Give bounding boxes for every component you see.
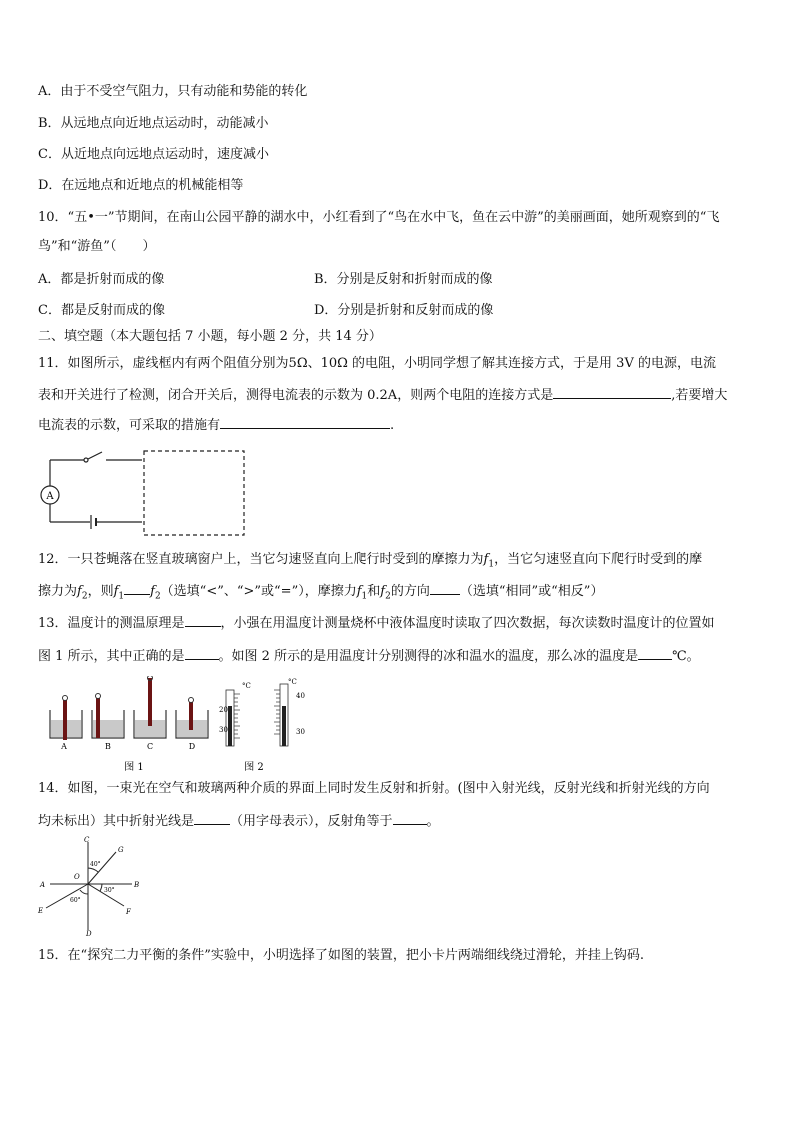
q13-text-c: 图 1 所示，其中正确的是: [38, 649, 185, 664]
label-f: F: [126, 908, 131, 916]
q11-text-d: .: [390, 418, 395, 433]
angle-label-60: 60°: [70, 897, 81, 904]
f1-subscript: 1: [361, 591, 368, 602]
f2-symbol: f: [380, 584, 386, 599]
switch-contact: [84, 458, 88, 462]
figure-2-caption: 图 2: [244, 762, 264, 773]
q12-text-a: 12．一只苍蝇落在竖直玻璃窗户上，当它匀速竖直向上爬行时受到的摩擦力为: [38, 552, 484, 567]
ray-og: [88, 852, 116, 884]
thermometer-2-tick-40: 40: [296, 692, 305, 700]
label-g: G: [118, 846, 124, 854]
f1-subscript: 1: [118, 591, 125, 602]
label-b: B: [134, 881, 140, 889]
angle-label-30: 30°: [104, 887, 115, 894]
q9-option-a: A．由于不受空气阻力，只有动能和势能的转化: [38, 84, 308, 99]
f2-symbol: f: [150, 584, 155, 599]
beaker-b: [92, 694, 124, 739]
f1-symbol: f: [483, 552, 489, 567]
q14-answer-blank-1[interactable]: [194, 812, 230, 825]
q11-stem-line3: [38, 416, 394, 434]
thermometer-1-tick-20: 20: [219, 706, 228, 714]
label-o: O: [74, 873, 80, 881]
q10-option-a: A．都是折射而成的像: [38, 272, 165, 287]
section-heading: 二、填空题（本大题包括 7 小题，每小题 2 分，共 14 分）: [38, 329, 382, 344]
q12-answer-blank-1[interactable]: [124, 582, 150, 595]
q12-text-e: （选填“<”、“>”或“=”），摩擦力: [160, 584, 357, 599]
q11-stem-line2: [38, 386, 727, 404]
q10-option-c: C．都是反射而成的像: [38, 303, 165, 318]
beaker-d: [176, 698, 208, 739]
f2-subscript: 2: [385, 591, 391, 602]
label-c: C: [84, 836, 90, 844]
q11-text-c: 电流表的示数，可采取的措施有: [38, 418, 221, 433]
f2-symbol: f: [77, 584, 82, 599]
q14-text-a: 均未标出）其中折射光线是: [38, 814, 195, 829]
q13-text-e: ℃。: [672, 649, 700, 664]
beaker-label-b: B: [105, 742, 111, 751]
q14-text-b: （用字母表示），反射角等于: [230, 814, 393, 829]
q11-text-b: ,若要增大: [671, 388, 728, 403]
beaker-label-a: A: [61, 742, 67, 751]
beaker-label-d: D: [188, 742, 196, 751]
f2-subscript: 2: [81, 591, 88, 602]
label-a: A: [40, 881, 46, 889]
q14-stem-line2: [38, 812, 440, 830]
thermometer-1-tick-30: 30: [219, 726, 228, 734]
ray-oe: [46, 884, 88, 908]
thermometer-2-tick-30: 30: [296, 728, 305, 736]
q13-stem-line2: [38, 647, 700, 665]
beaker-c: [134, 676, 166, 738]
q12-stem-line1: [38, 551, 702, 574]
q14-stem-line1: 14．如图，一束光在空气和玻璃两种介质的界面上同时发生反射和折射。(图中入射光线，反射光线和折射光线的方向: [38, 781, 710, 796]
q12-text-c: 擦力为: [38, 584, 78, 599]
q12-text-g: 的方向: [390, 584, 430, 599]
q12-text-d: ，则: [87, 584, 114, 599]
q10-option-d: D．分别是折射和反射而成的像: [314, 303, 494, 318]
label-d: D: [86, 930, 92, 938]
thermometer-2-unit: °C: [288, 678, 297, 686]
f2-subscript: 2: [154, 591, 161, 602]
q12-text-h: （选填“相同”或“相反”）: [459, 584, 604, 599]
q10-option-b: B．分别是反射和折射而成的像: [314, 272, 493, 287]
light-ray-diagram: [36, 834, 146, 938]
q13-text-b: ，小强在用温度计测量烧杯中液体温度时读取了四次数据，每次读数时温度计的位置如: [220, 616, 715, 631]
q14-answer-blank-2[interactable]: [393, 812, 427, 825]
q11-stem-line1: 11．如图所示，虚线框内有两个阻值分别为5Ω、10Ω 的电阻，小明同学想了解其连接方式，于是用 3V 的电源，电流: [38, 356, 716, 371]
ammeter-label: A: [46, 491, 54, 502]
angle-label-40: 40°: [90, 861, 101, 868]
q10-stem-line2: 鸟”和“游鱼”（ ）: [38, 239, 156, 254]
thermometer-icon: [63, 700, 67, 740]
q13-text-d: 。如图 2 所示的是用温度计分别测得的冰和温水的温度，那么冰的温度是: [218, 649, 639, 664]
q13-answer-blank-3[interactable]: [638, 647, 672, 660]
thermometer-figures: [44, 676, 324, 776]
q12-text-b: ，当它匀速竖直向下爬行时受到的摩: [494, 552, 703, 567]
q15-stem-line1: 15．在“探究二力平衡的条件”实验中，小明选择了如图的装置，把小卡片两端细线绕过滑轮，并挂上钩码.: [38, 948, 644, 963]
dashed-box: [144, 451, 244, 535]
f1-symbol: f: [113, 584, 119, 599]
q10-stem-line1: 10．“五•一”节期间，在南山公园平静的湖水中，小红看到了“鸟在水中飞，鱼在云中游”的美丽画面，她所观察到的“飞: [38, 210, 720, 225]
q11-answer-blank-1[interactable]: [553, 386, 671, 399]
beaker-label-c: C: [146, 742, 154, 751]
thermometer-icon: [96, 698, 100, 738]
q13-stem-line1: [38, 614, 715, 632]
q12-text-f: 和: [367, 584, 381, 599]
thermometer-icon: [148, 678, 152, 726]
q12-answer-blank-2[interactable]: [430, 582, 460, 595]
q9-option-b: B．从远地点向近地点运动时，动能减小: [38, 116, 269, 131]
figure-1-caption: 图 1: [124, 762, 144, 773]
thermometer-1-unit: °C: [242, 682, 251, 690]
q12-stem-line2: [38, 582, 603, 606]
q14-text-c: 。: [426, 814, 440, 829]
label-e: E: [38, 907, 44, 915]
q11-answer-blank-2[interactable]: [220, 416, 390, 429]
f1-subscript: 1: [488, 559, 495, 570]
thermometer-icon: [189, 702, 193, 730]
q13-answer-blank-2[interactable]: [185, 647, 219, 660]
beaker-a: [50, 696, 82, 741]
q9-option-c: C．从近地点向远地点运动时，速度减小: [38, 147, 269, 162]
thermometer-scale-2: [274, 684, 288, 746]
q13-answer-blank-1[interactable]: [185, 614, 221, 627]
q9-option-d: D．在远地点和近地点的机械能相等: [38, 178, 244, 193]
circuit-diagram: [34, 446, 254, 536]
thermometer-scale-1: [226, 690, 240, 746]
f1-symbol: f: [356, 584, 362, 599]
switch-lever: [88, 452, 102, 459]
q13-text-a: 13．温度计的测温原理是: [38, 616, 185, 631]
q11-text-a: 表和开关进行了检测，闭合开关后，测得电流表的示数为 0.2A，则两个电阻的连接方式是: [38, 388, 554, 403]
